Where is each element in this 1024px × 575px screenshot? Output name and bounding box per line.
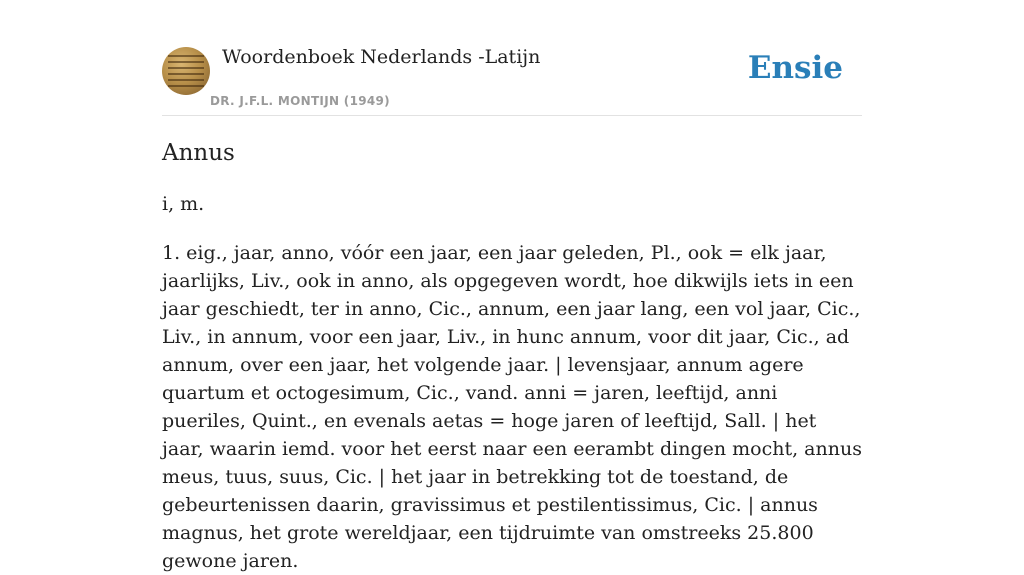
entry-definition: 1. eig., jaar, anno, vóór een jaar, een jaar geleden, Pl., ook = elk jaar, jaarlijks, Liv., ook in anno, als opgegeven wordt, hoe dikwijls iets in een jaar geschiedt, ter in anno, Cic., annum, een jaar lang, een vol jaar, Cic., Liv., in annum, voor een jaar, Liv., in hunc annum, voor dit jaar, Cic., ad annum, over een jaar, het volgende jaar. | levensjaar, annum agere quartum et octogesimum, Cic., vand. anni = jaren, leeftijd, anni pueriles, Quint., en evenals aetas = hoge jaren of leeftijd, Sall. | het jaar, waarin iemd. voor het eerst naar een eerambt dingen mocht, annus meus, tuus, suus, Cic. | het jaar in betrekking tot de toestand, de gebeurtenissen daarin, gravissimus et pestilentissimus, Cic. | annus magnus, het grote wereldjaar, een tijdruimte van omstreeks 25.800 gewone jaren. <box>162 242 862 572</box>
header <box>162 0 862 116</box>
book-title[interactable]: Woordenboek Nederlands -Latijn <box>222 46 541 68</box>
book-cover-image[interactable] <box>162 47 210 95</box>
entry-grammar: i, m. <box>162 193 205 215</box>
entry-title: Annus <box>162 140 235 166</box>
page <box>162 0 862 572</box>
book-author: DR. J.F.L. MONTIJN (1949) <box>210 94 390 108</box>
cover-inscription <box>168 55 204 87</box>
ensie-logo[interactable]: Ensie <box>747 50 843 86</box>
